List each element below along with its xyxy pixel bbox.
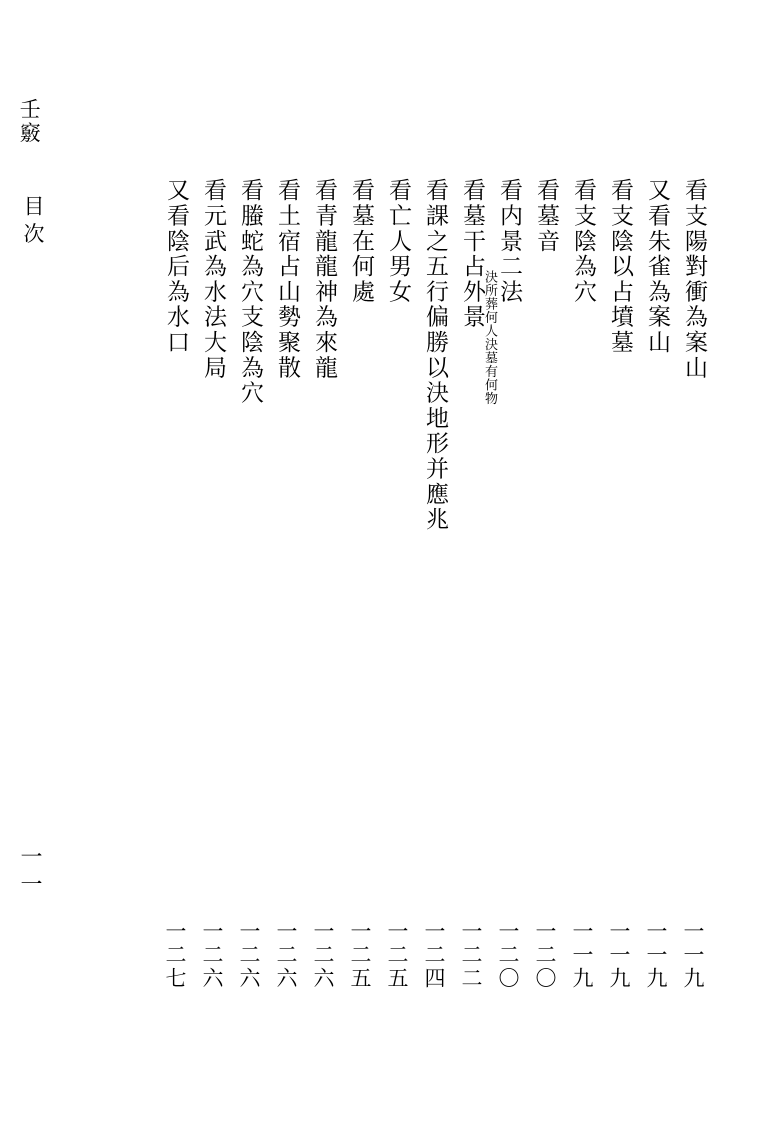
toc-page-number: 一二四 [422, 920, 446, 991]
section-label: 目次 [21, 195, 45, 250]
toc-entry[interactable] [261, 178, 298, 648]
toc-entry[interactable] [594, 178, 631, 648]
toc-entry[interactable] [372, 178, 409, 648]
toc-entry-title: 看青龍龍神為來龍 [311, 178, 337, 381]
toc-page-number: 一一九 [607, 920, 631, 991]
toc-page-number: 一二五 [385, 920, 409, 991]
toc-page-number: 一二六 [274, 920, 298, 991]
toc-entry[interactable] [668, 178, 705, 648]
toc-entry[interactable] [557, 178, 594, 648]
toc-entry-title: 看墓音 [533, 178, 559, 254]
toc-page-number: 一二〇 [533, 920, 557, 991]
toc-entry[interactable] [335, 178, 372, 648]
toc-entry-note: 決所葬何人決墓有何物 [482, 270, 497, 406]
toc-entry[interactable] [446, 178, 483, 648]
toc-page-number: 一二〇 [496, 920, 520, 991]
toc-page-number: 一二二 [459, 920, 483, 991]
toc-entry-title: 又看朱雀為案山 [644, 178, 670, 356]
toc-entry-title: 看支陰以占墳墓 [607, 178, 633, 356]
toc-entry-title: 看元武為水法大局 [200, 178, 226, 381]
toc-entry-list [150, 178, 705, 648]
toc-entry[interactable] [409, 178, 446, 648]
toc-page-number: 一一九 [681, 920, 705, 991]
toc-entry-title: 看墓在何處 [348, 178, 374, 305]
folio-number: 一一 [17, 845, 42, 900]
toc-page-number: 一二五 [348, 920, 372, 991]
toc-entry-title: 又看陰后為水口 [163, 178, 189, 356]
toc-entry-title: 看土宿占山勢聚散 [274, 178, 300, 381]
toc-entry-title: 看支陽對衝為案山 [681, 178, 707, 381]
toc-page-number: 一二七 [163, 920, 187, 991]
toc-page-number: 一二六 [200, 920, 224, 991]
toc-entry-title: 看課之五行偏勝以決地形并應兆 [422, 178, 448, 533]
toc-entry-title: 看内景二法 [496, 178, 522, 305]
toc-entry-title: 看支陰為穴 [570, 178, 596, 305]
toc-page-number-list [150, 920, 705, 991]
toc-entry-title: 看墓干占外景 [459, 178, 485, 330]
toc-entry-title: 看螣蛇為穴支陰為穴 [237, 178, 263, 406]
book-title: 壬竅 [17, 98, 42, 146]
toc-page-number: 一一九 [570, 920, 594, 991]
toc-entry[interactable] [224, 178, 261, 648]
toc-entry[interactable] [631, 178, 668, 648]
toc-entry[interactable] [150, 178, 187, 648]
toc-page-number: 一一九 [644, 920, 668, 991]
toc-page-number: 一二六 [237, 920, 261, 991]
toc-entry-title: 看亡人男女 [385, 178, 411, 305]
toc-page-number: 一二六 [311, 920, 335, 991]
toc-entry[interactable] [483, 178, 520, 648]
toc-entry[interactable] [520, 178, 557, 648]
toc-entry[interactable] [187, 178, 224, 648]
toc-entry[interactable] [298, 178, 335, 648]
